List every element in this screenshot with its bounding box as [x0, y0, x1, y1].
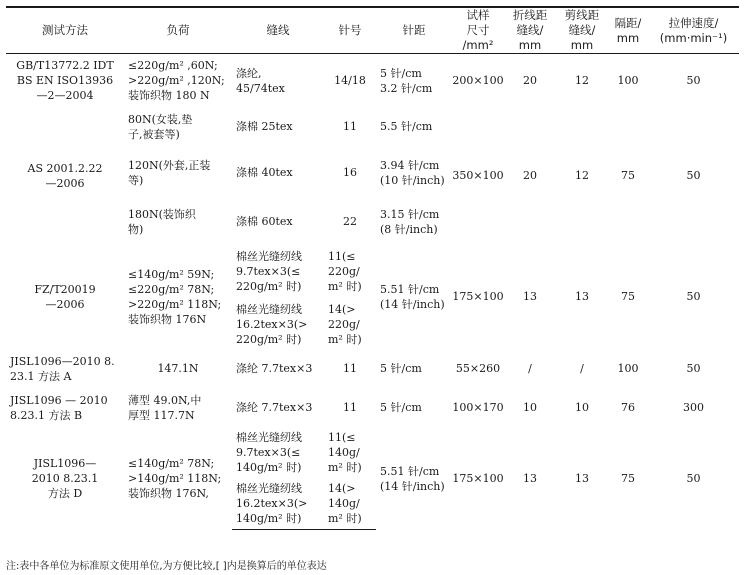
header-fold-distance: 折线距 缝线/ mm [504, 7, 556, 54]
needle-cell: 11 [343, 362, 357, 375]
spacing-cell: 5.51 针/cm (14 针/inch) [380, 464, 445, 493]
load-cell: ≤220g/m² ,60N; >220g/m² ,120N; 装饰织物 180 N [128, 59, 225, 103]
cut-cell: 12 [575, 74, 589, 88]
needle-cell: 11 [343, 401, 357, 414]
header-needle: 针号 [324, 7, 376, 54]
needle-cell: 22 [343, 215, 357, 228]
size-cell: 100×170 [452, 401, 504, 414]
method-cell: GB/T13772.2 IDT BS EN ISO13936 —2—2004 [16, 59, 114, 103]
thread-cell: 涤棉 25tex [236, 120, 293, 133]
speed-cell: 50 [686, 169, 701, 182]
needle-cell: 14/18 [334, 74, 366, 88]
thread-cell: 棉丝光缝纫线 16.2tex×3(> 140g/m² 时) [232, 478, 324, 530]
load-cell: ≤140g/m² 59N; ≤220g/m² 78N; >220g/m² 118N; 装饰织物 176N [128, 267, 222, 326]
speed-cell: 300 [683, 401, 704, 414]
thread-cell: 涤纶 7.7tex×3 [236, 362, 313, 375]
thread-cell: 棉丝光缝纫线 9.7tex×3(≤ 220g/m² 时) [236, 250, 302, 293]
cut-cell: 10 [575, 401, 589, 414]
size-cell: 175×100 [452, 290, 504, 303]
fold-cell: 13 [523, 472, 537, 485]
thread-cell: 棉丝光缝纫线 16.2tex×3(> 220g/m² 时) [236, 303, 308, 346]
size-cell: 350×100 [452, 169, 504, 182]
gauge-cell: 100 [617, 362, 639, 375]
fold-cell: 10 [523, 401, 537, 414]
method-cell: JISL1096—2010 8. 23.1 方法 A [10, 354, 115, 383]
load-cell: 147.1N [157, 362, 199, 375]
header-thread: 缝线 [232, 7, 324, 54]
load-cell: ≤140g/m² 78N; >140g/m² 118N; 装饰织物 176N, [128, 457, 222, 500]
header-load: 负荷 [124, 7, 232, 54]
spacing-cell: 5 针/cm [380, 362, 422, 375]
needle-cell: 14(> 220g/ m² 时) [328, 303, 362, 346]
header-gauge: 隔距/ mm [608, 7, 648, 54]
gauge-cell: 75 [621, 290, 635, 303]
table-row [6, 54, 739, 108]
thread-cell: 涤纶, 45/74tex [236, 66, 285, 95]
needle-cell: 11 [343, 120, 357, 133]
needle-cell: 11(≤ 140g/ m² 时) [328, 431, 362, 474]
spacing-cell: 3.94 针/cm (10 针/inch) [380, 158, 445, 187]
fold-cell: 20 [523, 169, 537, 182]
cut-cell: 12 [575, 169, 589, 182]
size-cell: 55×260 [455, 362, 501, 375]
spacing-cell: 3.15 针/cm (8 针/inch) [380, 207, 440, 236]
speed-cell: 50 [686, 290, 701, 303]
speed-cell: 50 [686, 362, 701, 375]
table-row [6, 388, 739, 428]
fold-cell: 20 [523, 74, 537, 88]
thread-cell: 棉丝光缝纫线 9.7tex×3(≤ 140g/m² 时) [236, 431, 302, 474]
load-cell: 120N(外套,正装 等) [128, 158, 211, 187]
method-cell: JISL1096 — 2010 8.23.1 方法 B [10, 393, 108, 422]
fold-cell: / [528, 362, 532, 375]
table-row [6, 244, 739, 300]
gauge-cell: 76 [621, 401, 635, 414]
method-cell: JISL1096— 2010 8.23.1 方法 D [31, 457, 99, 500]
method-cell: AS 2001.2.22 —2006 [27, 161, 103, 190]
table-note: 注:表中各单位为标准原文使用单位,为方便比较,[ ]内是换算后的单位表达 [6, 561, 327, 572]
speed-cell: 50 [686, 74, 701, 88]
spacing-cell: 5.5 针/cm [380, 120, 433, 133]
cut-cell: 13 [575, 472, 589, 485]
gauge-cell: 75 [621, 169, 635, 182]
spacing-cell: 5.51 针/cm (14 针/inch) [380, 282, 445, 311]
table-row [6, 428, 739, 478]
load-cell: 180N(装饰织 物) [128, 207, 196, 236]
table-row [6, 350, 739, 388]
header-tensile-speed: 拉伸速度/ (mm·min⁻¹) [648, 7, 739, 54]
load-cell: 80N(女装,垫 子,被套等) [128, 112, 193, 141]
fold-cell: 13 [523, 290, 537, 303]
speed-cell: 50 [686, 472, 701, 485]
size-cell: 200×100 [452, 74, 504, 88]
load-cell: 薄型 49.0N,中 厚型 117.7N [128, 393, 202, 422]
needle-cell: 11(≤ 220g/ m² 时) [328, 250, 362, 293]
spacing-cell: 5 针/cm 3.2 针/cm [380, 66, 433, 95]
table-header-row [6, 7, 739, 54]
thread-cell: 涤纶 7.7tex×3 [236, 401, 313, 414]
header-method: 测试方法 [6, 7, 124, 54]
cut-cell: 13 [575, 290, 589, 303]
method-cell: FZ/T20019 —2006 [34, 282, 96, 311]
header-cut-distance: 剪线距 缝线/ mm [556, 7, 608, 54]
size-cell: 175×100 [452, 472, 504, 485]
table-row [6, 108, 739, 146]
standards-comparison-table [6, 6, 739, 530]
needle-cell: 16 [343, 166, 357, 179]
gauge-cell: 75 [621, 472, 635, 485]
gauge-cell: 100 [617, 74, 639, 88]
header-specimen-size: 试样 尺寸 /mm² [452, 7, 504, 54]
thread-cell: 涤棉 60tex [236, 215, 293, 228]
header-stitch-density: 针距 [376, 7, 452, 54]
cut-cell: / [580, 362, 584, 375]
thread-cell: 涤棉 40tex [236, 166, 293, 179]
spacing-cell: 5 针/cm [380, 401, 422, 414]
needle-cell: 14(> 140g/ m² 时) [324, 478, 376, 530]
